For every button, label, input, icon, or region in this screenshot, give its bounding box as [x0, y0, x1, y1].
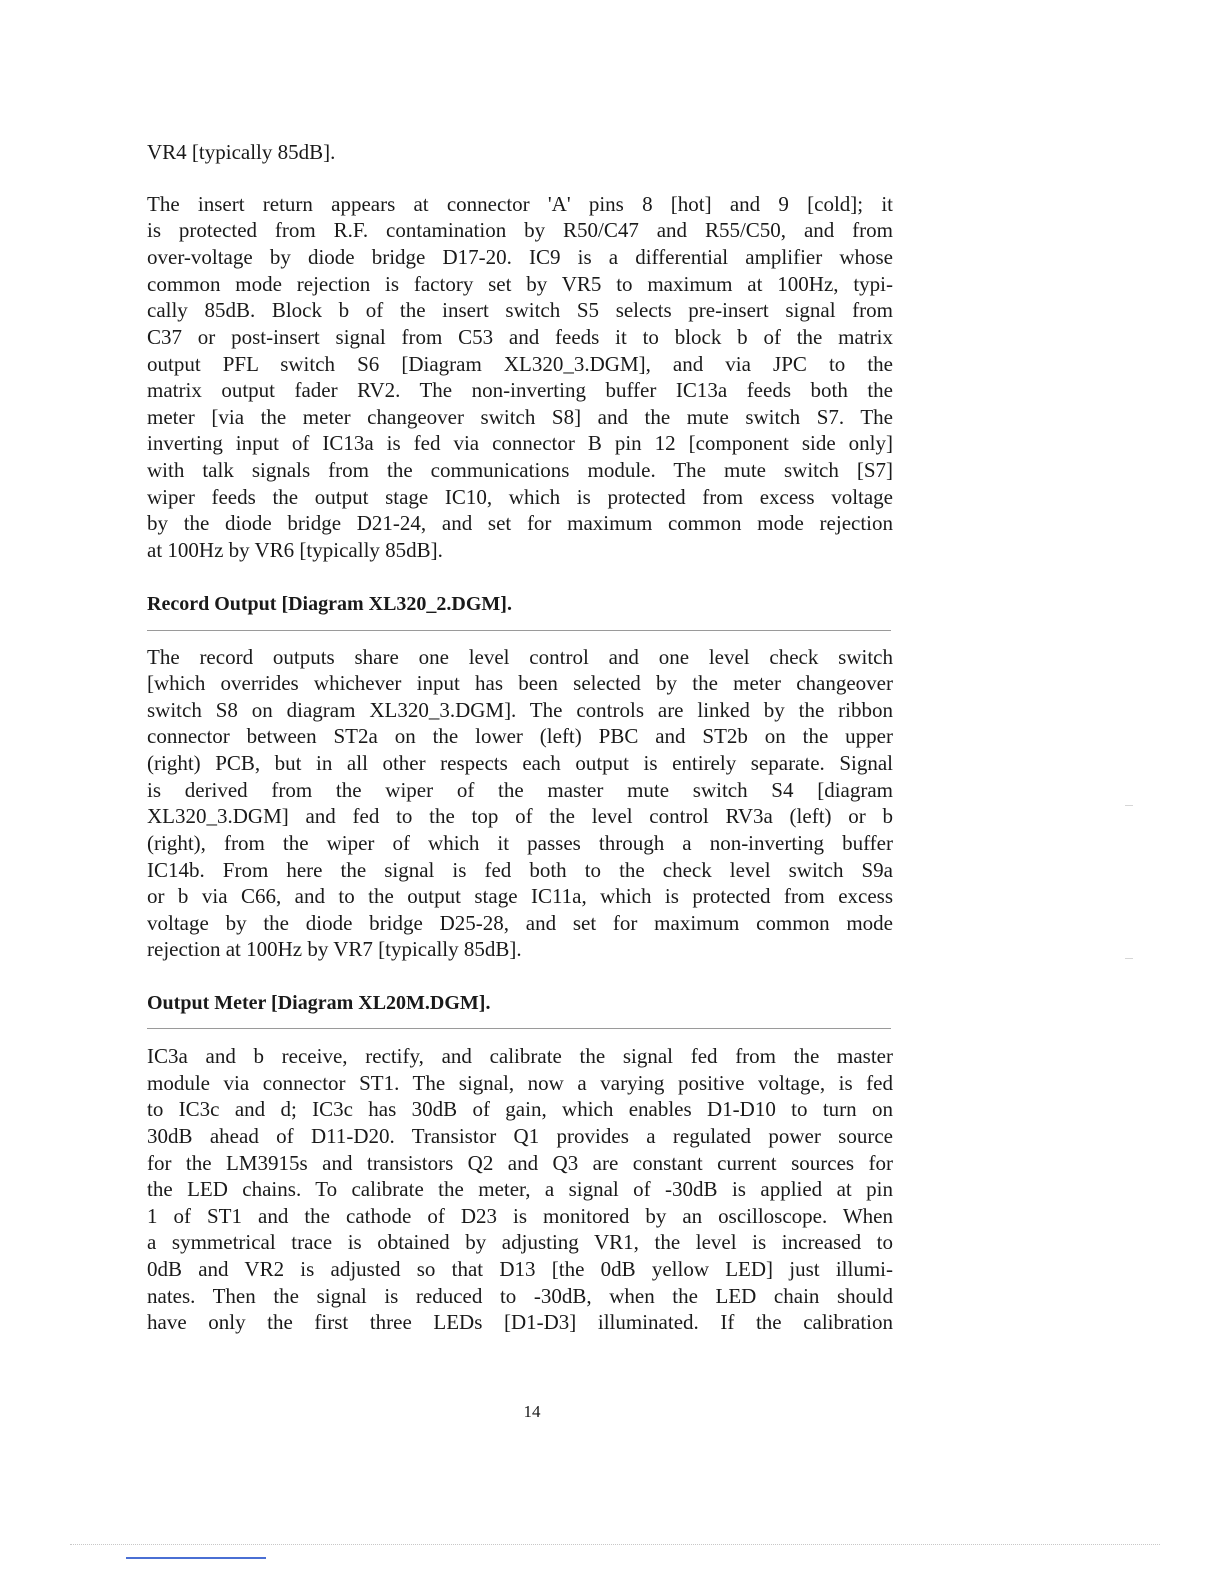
paragraph-line: IC14b. From here the signal is fed both to the check level switch S9a	[147, 858, 893, 882]
paragraph-line: or b via C66, and to the output stage IC11a, which is protected from excess	[147, 884, 893, 908]
paragraph-line: output PFL switch S6 [Diagram XL320_3.DGM], and via JPC to the	[147, 352, 893, 376]
paragraph-line: rejection at 100Hz by VR7 [typically 85dB].	[147, 937, 522, 961]
paragraph-line: the LED chains. To calibrate the meter, a signal of -30dB is applied at pin	[147, 1177, 893, 1201]
paragraph-line: (right) PCB, but in all other respects each output is entirely separate. Signal	[147, 751, 893, 775]
paragraph-line: C37 or post-insert signal from C53 and feeds it to block b of the matrix	[147, 325, 893, 349]
intro-line: VR4 [typically 85dB].	[147, 140, 336, 164]
paragraph-line: by the diode bridge D21-24, and set for maximum common mode rejection	[147, 511, 893, 535]
paragraph-line: The record outputs share one level control and one level check switch	[147, 645, 893, 669]
paragraph-line: wiper feeds the output stage IC10, which is protected from excess voltage	[147, 485, 893, 509]
paragraph-line: is protected from R.F. contamination by R50/C47 and R55/C50, and from	[147, 218, 893, 242]
scan-edge-bar	[126, 1557, 266, 1559]
paragraph-line: switch S8 on diagram XL320_3.DGM]. The controls are linked by the ribbon	[147, 698, 893, 722]
paragraph-line: common mode rejection is factory set by VR5 to maximum at 100Hz, typi-	[147, 272, 893, 296]
paragraph-line: IC3a and b receive, rectify, and calibrate the signal fed from the master	[147, 1044, 893, 1068]
paragraph-line: module via connector ST1. The signal, now a varying positive voltage, is fed	[147, 1071, 893, 1095]
paragraph-line: have only the first three LEDs [D1-D3] illuminated. If the calibration	[147, 1310, 893, 1334]
paragraph-line: nates. Then the signal is reduced to -30dB, when the LED chain should	[147, 1284, 893, 1308]
paragraph-line: for the LM3915s and transistors Q2 and Q3 are constant current sources for	[147, 1151, 893, 1175]
paragraph-line: a symmetrical trace is obtained by adjusting VR1, the level is increased to	[147, 1230, 893, 1254]
paragraph-line: 0dB and VR2 is adjusted so that D13 [the 0dB yellow LED] just illumi-	[147, 1257, 893, 1281]
paragraph-line: inverting input of IC13a is fed via connector B pin 12 [component side only]	[147, 431, 893, 455]
paragraph-line: is derived from the wiper of the master mute switch S4 [diagram	[147, 778, 893, 802]
paragraph-line: meter [via the meter changeover switch S8] and the mute switch S7. The	[147, 405, 893, 429]
paragraph-line: XL320_3.DGM] and fed to the top of the level control RV3a (left) or b	[147, 804, 893, 828]
paragraph-line: The insert return appears at connector 'A' pins 8 [hot] and 9 [cold]; it	[147, 192, 893, 216]
paragraph-line: [which overrides whichever input has been selected by the meter changeover	[147, 671, 893, 695]
section-heading-record-output: Record Output [Diagram XL320_2.DGM].	[147, 593, 512, 615]
paragraph-line: at 100Hz by VR6 [typically 85dB].	[147, 538, 443, 562]
paragraph-line: connector between ST2a on the lower (left) PBC and ST2b on the upper	[147, 724, 893, 748]
section-divider	[147, 630, 891, 631]
paragraph-line: (right), from the wiper of which it passes through a non-inverting buffer	[147, 831, 893, 855]
paragraph-line: 30dB ahead of D11-D20. Transistor Q1 provides a regulated power source	[147, 1124, 893, 1148]
section-heading-output-meter: Output Meter [Diagram XL20M.DGM].	[147, 992, 491, 1014]
paragraph-line: to IC3c and d; IC3c has 30dB of gain, which enables D1-D10 to turn on	[147, 1097, 893, 1121]
paragraph-line: voltage by the diode bridge D25-28, and set for maximum common mode	[147, 911, 893, 935]
paragraph-line: matrix output fader RV2. The non-inverting buffer IC13a feeds both the	[147, 378, 893, 402]
paragraph-line: over-voltage by diode bridge D17-20. IC9 is a differential amplifier whose	[147, 245, 893, 269]
paragraph-line: 1 of ST1 and the cathode of D23 is monitored by an oscilloscope. When	[147, 1204, 893, 1228]
page-number: 14	[523, 1402, 541, 1421]
scan-edge-line	[70, 1544, 1160, 1545]
scan-mark	[1125, 805, 1133, 806]
paragraph-line: with talk signals from the communications module. The mute switch [S7]	[147, 458, 893, 482]
paragraph-line: cally 85dB. Block b of the insert switch S5 selects pre-insert signal from	[147, 298, 893, 322]
section-divider	[147, 1028, 891, 1029]
scan-mark	[1125, 958, 1133, 959]
